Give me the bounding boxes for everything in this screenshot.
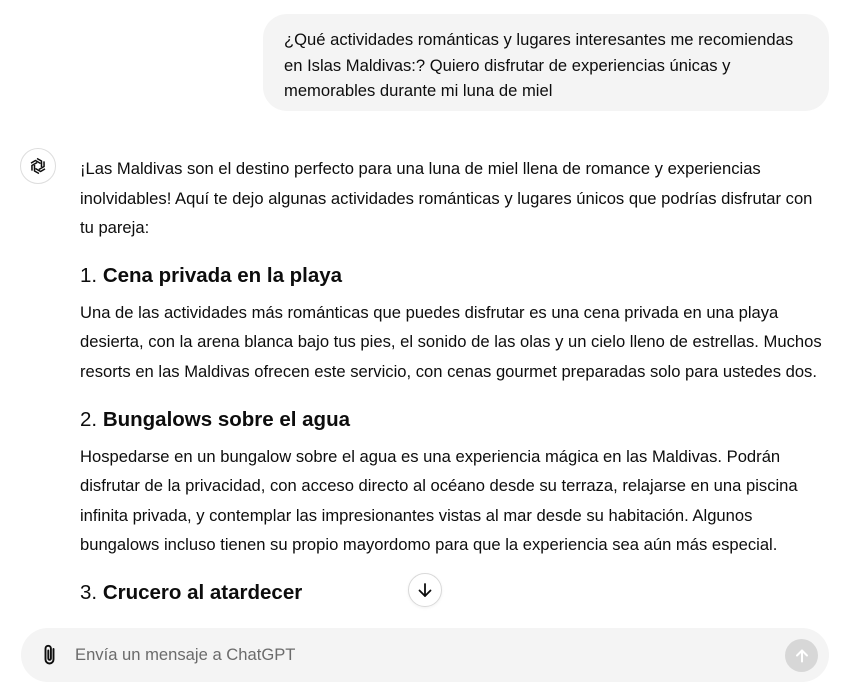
section-title: Crucero al atardecer xyxy=(102,580,303,604)
user-message-bubble: ¿Qué actividades románticas y lugares interesantes me recomiendas en Islas Maldivas:? Quiero disfrutar de experiencias únicas y memorables durante mi luna de miel xyxy=(263,14,829,111)
arrow-up-icon xyxy=(794,648,810,664)
message-composer xyxy=(21,628,829,682)
section-heading xyxy=(80,578,830,608)
section-number: 2. xyxy=(80,407,98,431)
section-heading xyxy=(80,261,830,291)
section-number: 1. xyxy=(80,263,98,287)
assistant-intro: ¡Las Maldivas son el destino perfecto para una luna de miel llena de romance y experiencias inolvidables! Aquí te dejo algunas actividades románticas y lugares únicos que podrías disfrutar con tu pareja: xyxy=(80,159,813,238)
paperclip-icon xyxy=(41,643,59,667)
section-title: Cena privada en la playa xyxy=(102,263,343,287)
assistant-message xyxy=(80,154,830,615)
section-title: Bungalows sobre el agua xyxy=(102,407,351,431)
attach-button[interactable] xyxy=(38,642,62,668)
openai-logo-icon xyxy=(20,148,56,184)
send-button[interactable] xyxy=(785,639,818,672)
section-heading xyxy=(80,405,830,435)
section-number: 3. xyxy=(80,580,98,604)
message-input[interactable] xyxy=(75,641,765,669)
arrow-down-icon xyxy=(416,581,434,599)
scroll-to-bottom-button[interactable] xyxy=(408,573,442,607)
section-body: Una de las actividades más románticas que puedes disfrutar es una cena privada en una playa desierta, con la arena blanca bajo tus pies, el sonido de las olas y un cielo lleno de estrellas. Muchos resorts en las Maldivas ofrecen este servicio, con cenas gourmet preparadas solo para ustedes dos. xyxy=(80,302,822,381)
section-body: Hospedarse en un bungalow sobre el agua es una experiencia mágica en las Maldivas. Podrán disfrutar de la privacidad, con acceso directo al océano desde su terraza, relajarse en una piscina infinita privada, y contemplar las impresionantes vistas al mar desde su habitación. Algunos bungalows incluso tienen su propio mayordomo para que la experiencia sea aún más especial. xyxy=(80,446,798,555)
